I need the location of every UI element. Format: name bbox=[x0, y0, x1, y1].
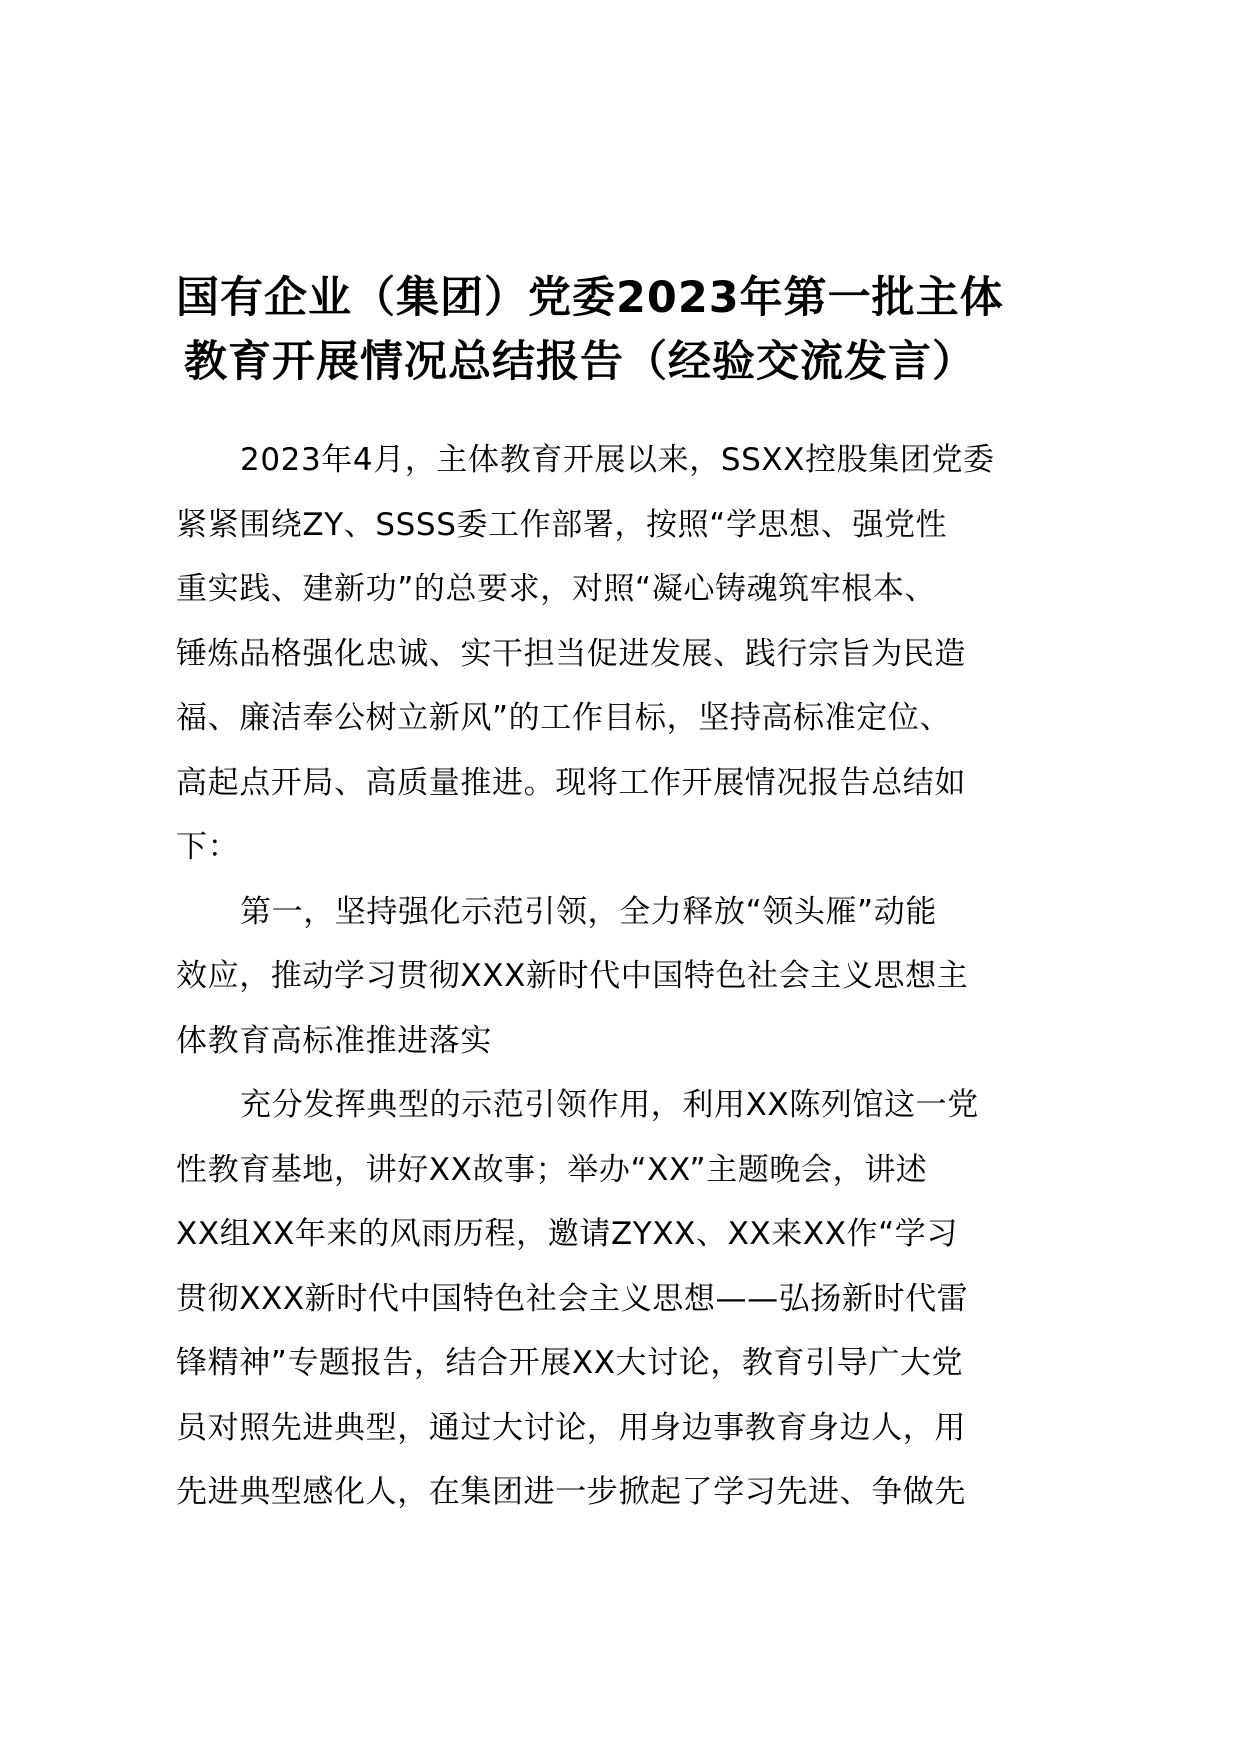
text-line: 效应，推动学习贯彻XXX新时代中国特色社会主义思想主 bbox=[176, 958, 969, 994]
text-line: 紧紧围绕ZY、SSSS委工作部署，按照“学思想、强党性 bbox=[176, 506, 948, 543]
text-line: 第一，坚持强化示范引领，全力释放“领头雁”动能 bbox=[240, 893, 937, 930]
text-line: 体教育高标准推进落实 bbox=[176, 1022, 492, 1059]
title-line: 国有企业（集团）党委2023年第一批主体 bbox=[176, 273, 1004, 323]
text-line: 员对照先进典型，通过大讨论，用身边事教育身边人，用 bbox=[176, 1409, 966, 1446]
text-line: 下： bbox=[176, 829, 240, 865]
text-line: 充分发挥典型的示范引领作用，利用XX陈列馆这一党 bbox=[240, 1087, 979, 1123]
title-line: 教育开展情况总结报告（经验交流发言） bbox=[184, 337, 976, 387]
text-line: 先进典型感化人，在集团进一步掀起了学习先进、争做先 bbox=[176, 1474, 966, 1510]
text-line: 高起点开局、高质量推进。现将工作开展情况报告总结如 bbox=[176, 764, 966, 801]
text-line: 重实践、建新功”的总要求，对照“凝心铸魂筑牢根本、 bbox=[176, 571, 937, 607]
text-line: 2023年4月，主体教育开展以来，SSXX控股集团党委 bbox=[240, 442, 995, 478]
document-body bbox=[176, 428, 1104, 1525]
text-line: 锋精神”专题报告，结合开展XX大讨论，教育引导广大党 bbox=[176, 1345, 964, 1381]
text-line: 性教育基地，讲好XX故事；举办“XX”主题晚会，讲述 bbox=[176, 1151, 928, 1188]
paragraph-intro bbox=[176, 428, 1104, 880]
text-line: 贯彻XXX新时代中国特色社会主义思想——弘扬新时代雷 bbox=[176, 1280, 969, 1317]
paragraph-body bbox=[176, 1073, 1104, 1525]
text-line: 锤炼品格强化忠诚、实干担当促进发展、践行宗旨为民造 bbox=[176, 635, 966, 672]
text-line: 福、廉洁奉公树立新风”的工作目标，坚持高标准定位、 bbox=[176, 700, 952, 736]
document-title bbox=[176, 266, 1106, 394]
text-line: XX组XX年来的风雨历程，邀请ZYXX、XX来XX作“学习 bbox=[176, 1216, 958, 1252]
paragraph-section-heading bbox=[176, 880, 1104, 1074]
